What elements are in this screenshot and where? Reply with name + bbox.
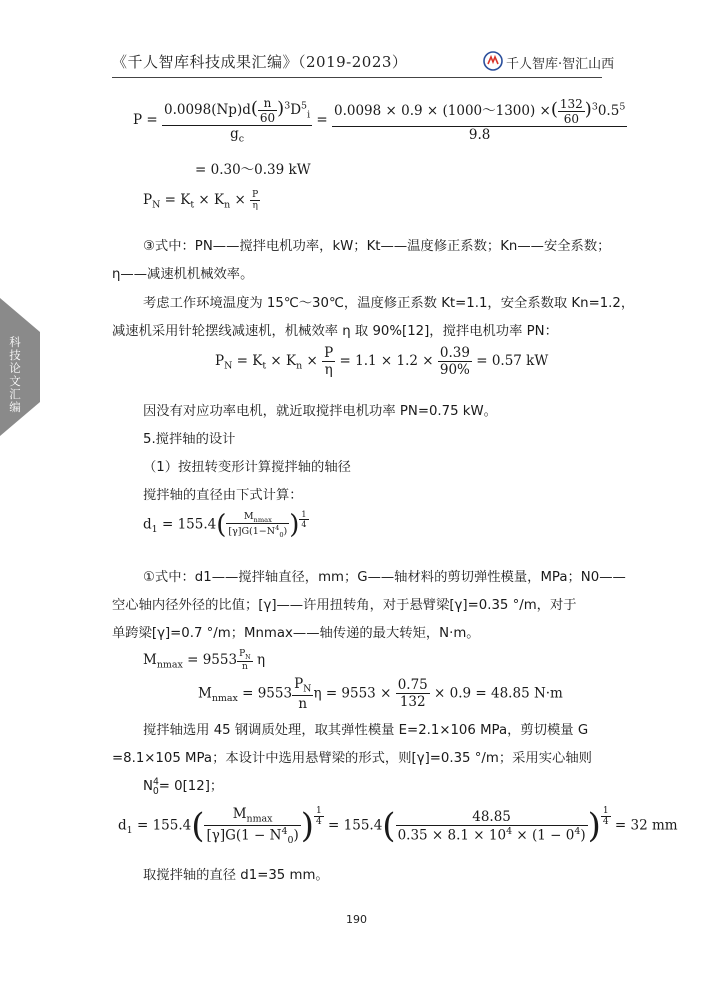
equation-pn-definition: $P_N = K_t \times K_n$ × $\frac{P}{\eta}$ xyxy=(143,190,259,211)
page-number: 190 xyxy=(346,913,367,926)
equation-power-result: = 0.30～0.39 kW xyxy=(195,162,311,178)
equation-m-definition: $M_{nmax} = 9553$ $\frac{P_N}{n}$ η xyxy=(143,649,266,672)
paragraph-line: η——减速机机械效率。 xyxy=(112,267,254,282)
paragraph-line: $N^4_0= 0[12]$； xyxy=(143,776,224,797)
paragraph-line: ①式中：d1——搅拌轴直径，mm；G——轴材料的剪切弹性模量，MPa；N0—— xyxy=(143,570,626,585)
header-title: 《千人智库科技成果汇编》（2019-2023） xyxy=(112,53,408,71)
paragraph-line: 减速机采用针轮摆线减速机，机械效率 η 取 90%[12]，搅拌电机功率 PN： xyxy=(112,324,558,339)
paragraph-line: 因没有对应功率电机，就近取搅拌电机功率 PN=0.75 kW。 xyxy=(143,404,497,419)
paragraph-line: 搅拌轴的直径由下式计算： xyxy=(143,488,303,503)
equation-d1-definition: $d_1 = 155.4$( $\frac{M_{nmax}}{[\gamma]G(1-N^4_0)}$ ) $\frac{1}{4}$ xyxy=(143,510,307,540)
paragraph-line: 取搅拌轴的直径 d1=35 mm。 xyxy=(143,868,329,883)
side-tab-label: 科技论文汇编 xyxy=(9,335,21,414)
paragraph-line: ③式中：PN——搅拌电机功率，kW；Kt——温度修正系数；Kn——安全系数； xyxy=(143,239,611,254)
brand-logo-icon xyxy=(483,51,503,71)
header-divider xyxy=(112,77,602,78)
equation-pn-calculation: $P_N = K_t \times K_n$ × $\frac{P}{\eta}$ = 1.1 × 1.2 × $\frac{0.39}{90\%}$ = 0.57 kW xyxy=(215,345,549,378)
header-brand: 千人智库·智汇山西 xyxy=(506,57,615,72)
equation-power: P = 0.0098(Np)d( $\frac{n}{60}$ )$^3D^5_i$ $g_c$ = 0.0098 × 0.9 × (1000～1300) ×( $\frac{132}{60}$ )$^30.5^5$ 9.8 xyxy=(133,96,626,145)
paragraph-line: 考虑工作环境温度为 15℃～30℃，温度修正系数 Kt=1.1，安全系数取 Kn=1.2， xyxy=(143,296,635,311)
equation-d1-calculation: $d_1 = 155.4$( $\frac{M_{nmax}}{[\gamma]G(1 - N^4_0)}$ ) $\frac{1}{4}$ = 155.4( $\frac{48.85}{0.35 \times 8.1 \times 10^4 \times (1 - 0^4)}$ ) $\frac{1}{4}$ = 32 mm xyxy=(118,806,678,846)
subsection-heading: （1）按扭转变形计算搅拌轴的轴径 xyxy=(143,460,351,475)
paragraph-line: 空心轴内径外径的比值；[γ]——许用扭转角，对于悬臂梁[γ]=0.35 °/m，对于 xyxy=(112,598,577,613)
paragraph-line: =8.1×105 MPa；本设计中选用悬臂梁的形式，则[γ]=0.35 °/m；采用实心轴则 xyxy=(112,751,592,766)
paragraph-line: 单跨梁[γ]=0.7 °/m；Mnmax——轴传递的最大转矩，N·m。 xyxy=(112,626,480,641)
section-heading: 5.搅拌轴的设计 xyxy=(143,432,236,447)
equation-m-calculation: $M_{nmax} = 9553$ $\frac{P_N}{n}$ η = 9553 × $\frac{0.75}{132}$ × 0.9 = 48.85 N·m xyxy=(198,676,563,712)
paragraph-line: 搅拌轴选用 45 钢调质处理，取其弹性模量 E=2.1×106 MPa，剪切模量 G xyxy=(143,723,589,738)
